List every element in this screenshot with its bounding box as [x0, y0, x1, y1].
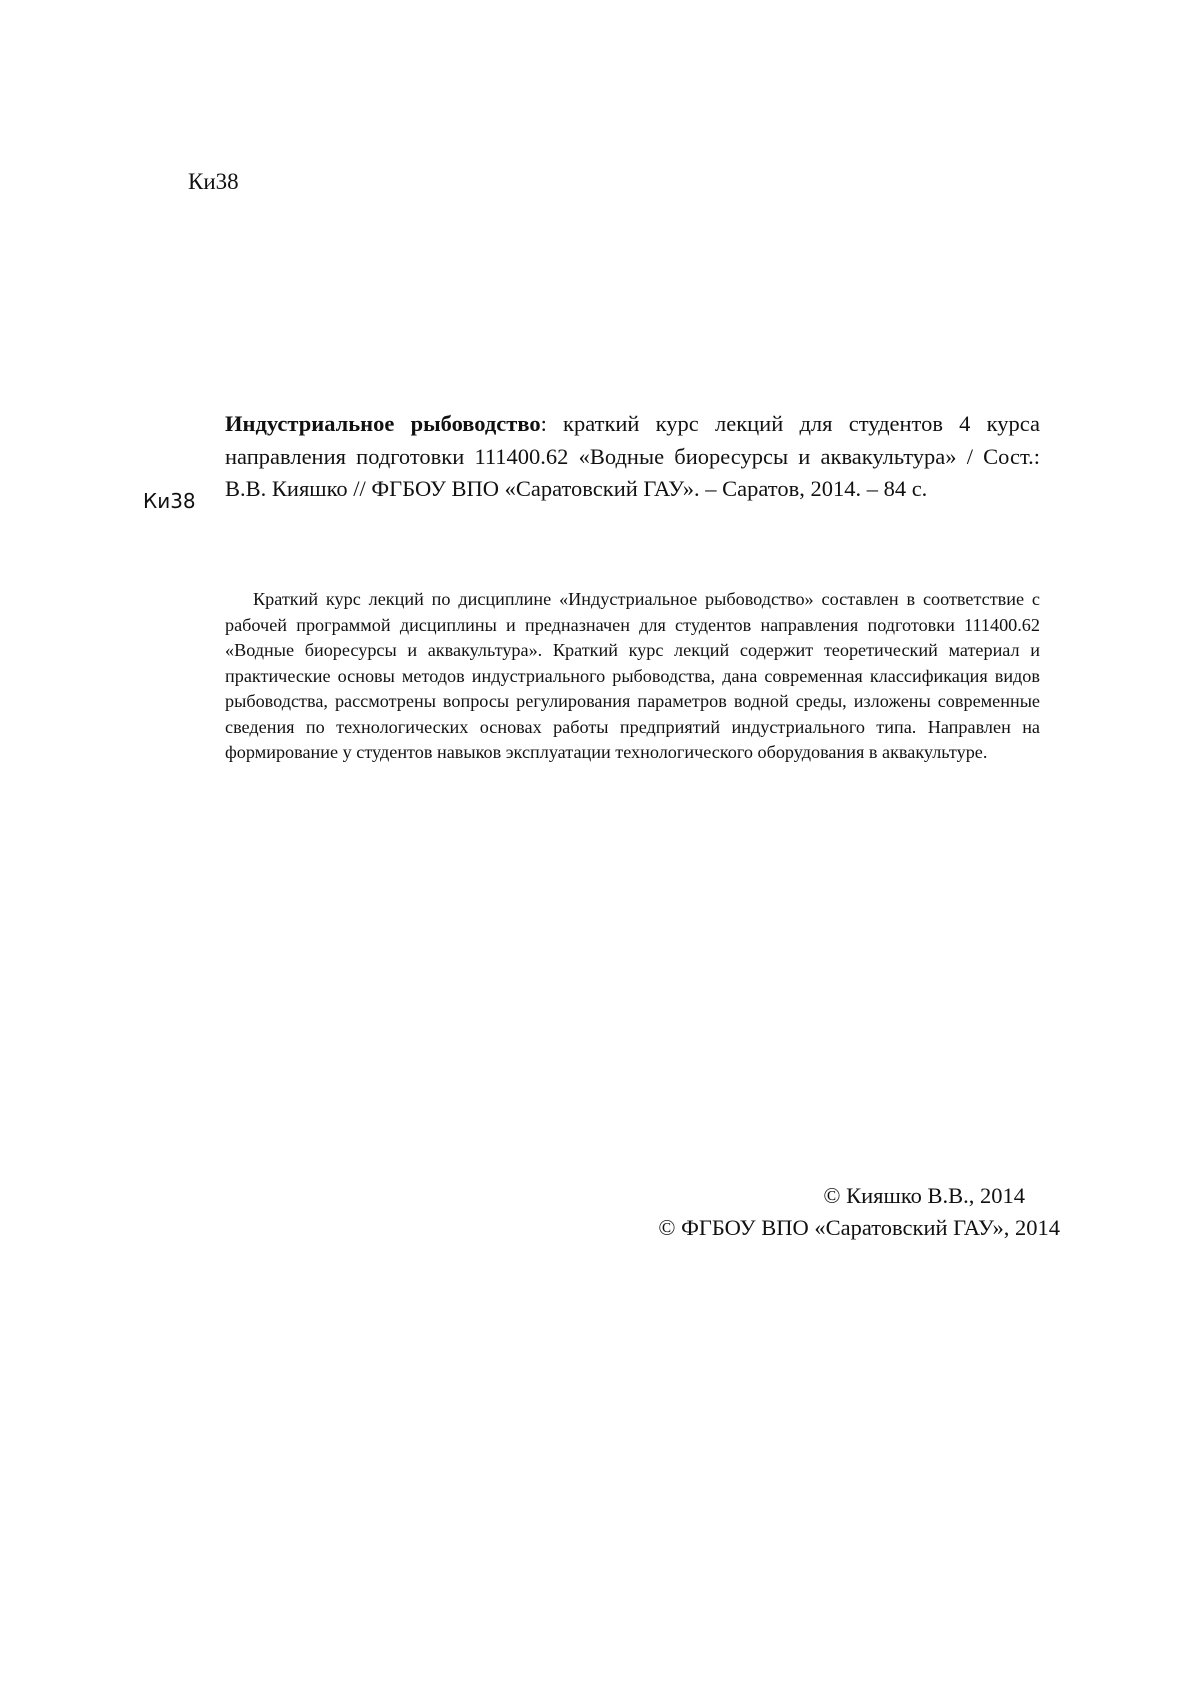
book-title: Индустриальное рыбоводство — [225, 411, 541, 436]
citation-details: : краткий курс лекций для студентов 4 курса направления подготовки 111400.62 «Водные биоресурсы и аквакультура» / Сост.: В.В. Кияшко // ФГБОУ ВПО «Саратовский ГАУ». – Саратов, 2014. – 84 с. — [225, 411, 1040, 501]
annotation-paragraph: Краткий курс лекций по дисциплине «Индустриальное рыбоводство» составлен в соответствие с рабочей программой дисциплины и предназначен для студентов направления подготовки 111400.62 «Водные биоресурсы и аквакультура». Краткий курс лекций содержит теоретический материал и практические основы методов индустриального рыбоводства, дана современная классификация видов рыбоводства, рассмотрены вопросы регулирования параметров водной среды, изложены современные сведения по технологических основах работы предприятий индустриального типа. Направлен на формирование у студентов навыков эксплуатации технологического оборудования в аквакультуре. — [225, 589, 1040, 762]
copyright-block — [460, 1180, 1060, 1244]
classification-code-top: Ки38 — [188, 169, 239, 194]
copyright-institution: © ФГБОУ ВПО «Саратовский ГАУ», 2014 — [658, 1215, 1060, 1240]
copyright-author: © Кияшко В.В., 2014 — [823, 1183, 1025, 1208]
bibliographic-citation — [225, 408, 1040, 506]
classification-code-side: Ки38 — [143, 489, 196, 513]
